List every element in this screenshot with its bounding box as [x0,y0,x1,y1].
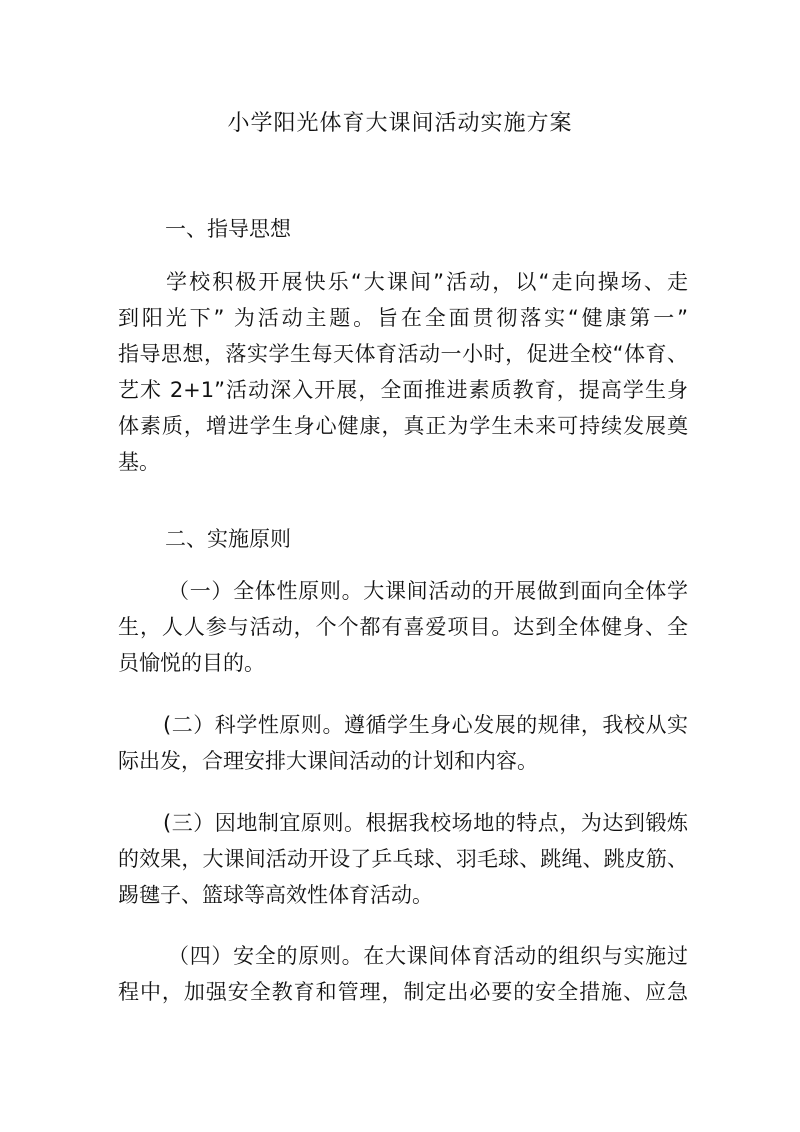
text-line: 生，人人参与活动，个个都有喜爱项目。达到全体健身、全 [118,615,688,639]
paragraph-principle-1 [118,573,688,681]
document-title: 小学阳光体育大课间活动实施方案 [227,111,573,136]
paragraph-guiding-ideology [118,264,688,480]
text-line: 踢毽子、篮球等高效性体育活动。 [118,883,433,907]
text-line: (三）因地制宜原则。根据我校场地的特点，为达到锻炼 [163,811,688,835]
paragraph-principle-2 [118,707,688,779]
section-heading-principles: 二、实施原则 [165,527,291,551]
text-line: 程中，加强安全教育和管理，制定出必要的安全措施、应急 [118,980,688,1004]
text-line: 指导思想，落实学生每天体育活动一小时，促进全校“体育、 [118,342,688,366]
paragraph-principle-4 [118,938,688,1010]
paragraph-principle-3 [118,805,688,913]
text-line: 的效果，大课间活动开设了乒乓球、羽毛球、跳绳、跳皮筋、 [118,847,688,871]
text-line: （一）全体性原则。大课间活动的开展做到面向全体学 [168,579,688,603]
text-line: 艺术 2+1”活动深入开展，全面推进素质教育，提高学生身 [118,378,688,402]
text-line: 体素质，增进学生身心健康，真正为学生未来可持续发展奠 [118,414,688,438]
text-line: 际出发，合理安排大课间活动的计划和内容。 [118,749,538,773]
text-line: 学校积极开展快乐“大课间”活动，以“走向操场、走 [166,270,688,294]
text-line: 到阳光下” 为活动主题。旨在全面贯彻落实“健康第一” [118,306,688,330]
text-line: 员愉悦的目的。 [118,651,265,675]
section-heading-guiding-ideology: 一、指导思想 [165,217,291,241]
text-line: (二）科学性原则。遵循学生身心发展的规律，我校从实 [163,713,688,737]
text-line: 基。 [118,450,160,474]
text-line: （四）安全的原则。在大课间体育活动的组织与实施过 [168,944,688,968]
